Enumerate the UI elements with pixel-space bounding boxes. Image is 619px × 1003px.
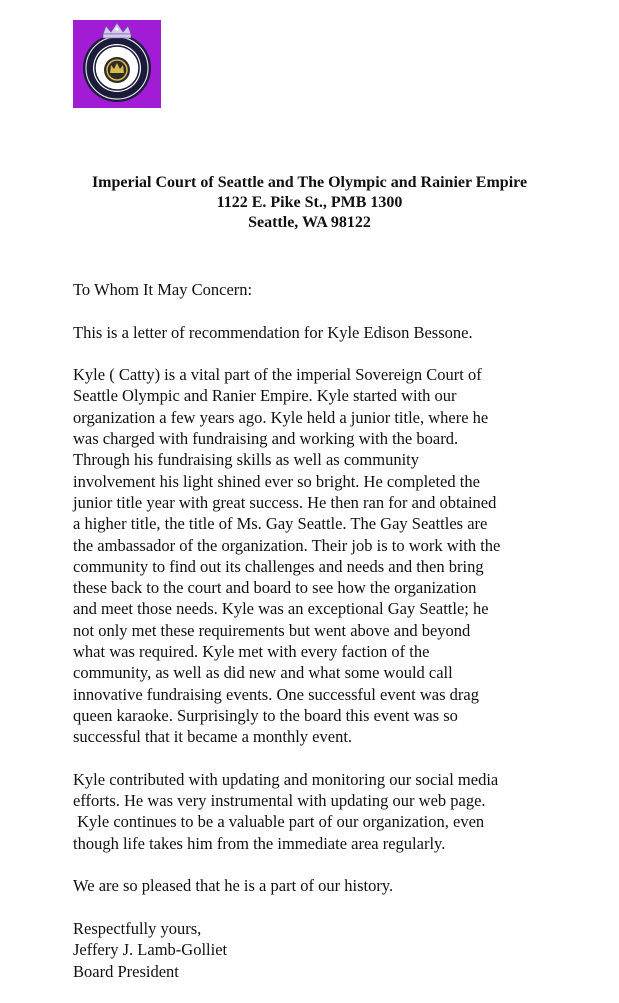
paragraph-line: the ambassador of the organization. Their job is to work with the — [73, 535, 501, 555]
paragraph-line: queen karaoke. Surprisingly to the board this event was so — [73, 705, 458, 725]
signer-name: Jeffery J. Lamb-Golliet — [73, 940, 228, 960]
signer-title: Board President — [73, 961, 179, 981]
org-city: Seattle, WA 98122 — [248, 214, 371, 231]
paragraph-line: Kyle continues to be a valuable part of our organization, even — [73, 812, 485, 832]
paragraph-line: a higher title, the title of Ms. Gay Seattle. The Gay Seattles are — [73, 514, 488, 534]
org-street: 1122 E. Pike St., PMB 1300 — [216, 194, 403, 211]
paragraph-line: innovative fundraising events. One successful event was drag — [73, 684, 479, 704]
letter-body — [73, 279, 553, 1003]
paragraph-line: Seattle Olympic and Ranier Empire. Kyle started with our — [73, 386, 457, 406]
paragraph-line: these back to the court and board to see how the organization — [73, 578, 477, 598]
paragraph-line: though life takes him from the immediate area regularly. — [73, 833, 446, 853]
paragraph-line: Kyle ( Catty) is a vital part of the imperial Sovereign Court of — [73, 365, 482, 385]
paragraph-3: We are so pleased that he is a part of our history. — [73, 876, 394, 896]
paragraph-line: successful that it became a monthly event. — [73, 727, 353, 747]
paragraph-line: efforts. He was very instrumental with updating our web page. — [73, 791, 486, 811]
paragraph-line: Through his fundraising skills as well as community — [73, 450, 420, 470]
paragraph-line: community to find out its challenges and needs and then bring — [73, 556, 484, 576]
paragraph-line: Kyle contributed with updating and monitoring our social media — [73, 769, 499, 789]
signature-block — [73, 918, 553, 982]
paragraph-line: junior title year with great success. He then ran for and obtained — [73, 492, 497, 512]
crest-icon — [73, 20, 161, 108]
intro-line: This is a letter of recommendation for Kyle Edison Bessone. — [73, 322, 473, 342]
letterhead — [0, 173, 619, 233]
closing: Respectfully yours, — [73, 918, 202, 938]
paragraph-line: community, as well as did new and what some would call — [73, 663, 453, 683]
paragraph-line: and meet those needs. Kyle was an exceptional Gay Seattle; he — [73, 599, 489, 619]
paragraph-line: was charged with fundraising and working with the board. — [73, 429, 459, 449]
imperial-court-logo — [73, 20, 161, 108]
paragraph-1 — [73, 364, 553, 747]
paragraph-line: involvement his light shined ever so bright. He completed the — [73, 471, 480, 491]
paragraph-line: not only met these requirements but went above and beyond — [73, 620, 471, 640]
salutation: To Whom It May Concern: — [73, 280, 253, 299]
org-name: Imperial Court of Seattle and The Olympic and Rainier Empire — [91, 174, 528, 191]
paragraph-line: what was required. Kyle met with every faction of the — [73, 642, 430, 662]
paragraph-2 — [73, 769, 553, 854]
paragraph-line: organization a few years ago. Kyle held a junior title, where he — [73, 407, 489, 427]
